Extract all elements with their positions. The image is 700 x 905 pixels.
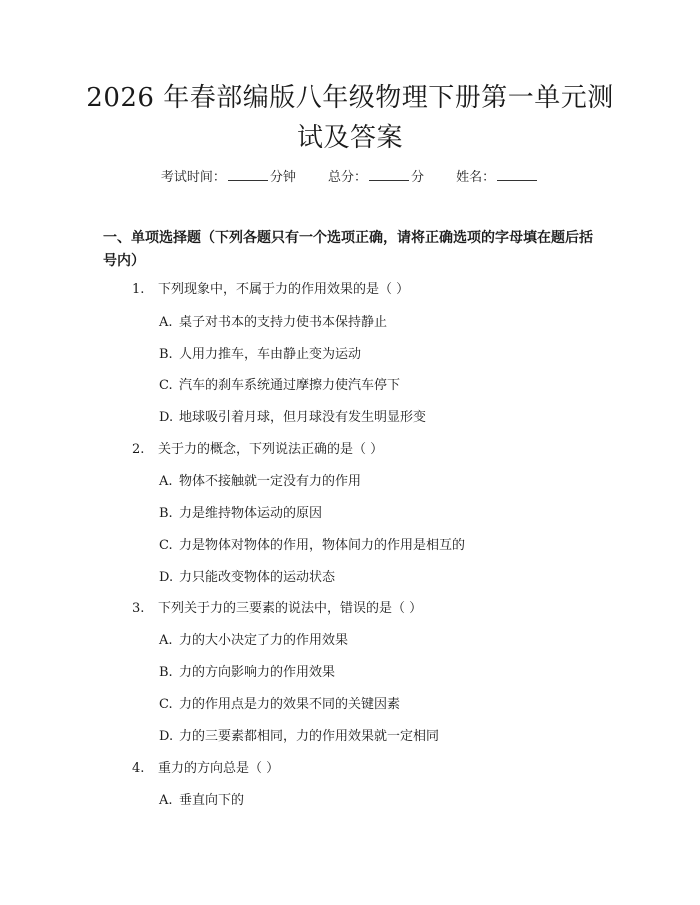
question-3-option-c: [159, 695, 400, 715]
option-text: 桌子对书本的支持力使书本保持静止: [179, 315, 388, 330]
exam-time-unit: 分钟: [269, 170, 296, 185]
question-3-option-b: [159, 663, 335, 683]
total-score-blank: [369, 168, 409, 181]
page-title: [60, 78, 640, 158]
question-2-option-a: [159, 472, 361, 492]
option-text: 力的作用点是力的效果不同的关键因素: [179, 697, 401, 712]
total-score-field: [328, 168, 424, 188]
option-letter: D.: [159, 570, 174, 585]
option-text: 人用力推车，车由静止变为运动: [179, 347, 362, 362]
option-letter: C.: [159, 697, 173, 712]
question-2-option-d: [159, 568, 335, 588]
exam-time-blank: [228, 168, 268, 181]
option-letter: A.: [159, 633, 173, 648]
question-4-option-a: [159, 791, 244, 811]
option-letter: A.: [159, 793, 173, 808]
question-number: 1.: [132, 282, 145, 297]
section-heading-line-1: 一、单项选择题（下列各题只有一个选项正确，请将正确选项的字母填在题后括: [103, 230, 593, 246]
option-text: 力的方向影响力的作用效果: [179, 665, 336, 680]
question-2-option-b: [159, 504, 322, 524]
question-text: 下列现象中，不属于力的作用效果的是（ ）: [158, 282, 410, 297]
question-3-option-a: [159, 631, 348, 651]
title-line-2: 试及答案: [296, 123, 403, 153]
question-number: 2.: [132, 442, 145, 457]
exam-meta: [0, 168, 700, 188]
question-1-option-d: [159, 408, 426, 428]
question-number: 4.: [132, 761, 145, 776]
question-text: 关于力的概念，下列说法正确的是（ ）: [158, 442, 384, 457]
option-text: 力是物体对物体的作用，物体间力的作用是相互的: [179, 538, 466, 553]
option-letter: B.: [159, 347, 173, 362]
question-2: [132, 440, 383, 460]
option-text: 汽车的刹车系统通过摩擦力使汽车停下: [179, 378, 401, 393]
total-score-unit: 分: [411, 170, 425, 185]
option-text: 物体不接触就一定没有力的作用: [179, 474, 362, 489]
question-text: 重力的方向总是（ ）: [158, 761, 280, 776]
name-blank: [497, 168, 537, 181]
option-text: 地球吸引着月球，但月球没有发生明显形变: [179, 410, 427, 425]
name-field: [456, 168, 539, 188]
question-4: [132, 759, 279, 779]
total-score-label: 总分：: [327, 170, 367, 185]
question-1-option-a: [159, 313, 387, 333]
question-1-option-c: [159, 376, 400, 396]
option-letter: D.: [159, 729, 174, 744]
section-heading-line-2: 号内）: [103, 253, 145, 269]
option-letter: C.: [159, 538, 173, 553]
option-text: 力的三要素都相同，力的作用效果就一定相同: [179, 729, 440, 744]
question-2-option-c: [159, 536, 465, 556]
option-text: 力只能改变物体的运动状态: [179, 570, 336, 585]
question-number: 3.: [132, 601, 145, 616]
option-letter: D.: [159, 410, 174, 425]
section-heading: [103, 227, 603, 273]
question-1-option-b: [159, 345, 361, 365]
option-letter: A.: [159, 315, 173, 330]
option-letter: B.: [159, 506, 173, 521]
option-letter: C.: [159, 378, 173, 393]
question-3: [132, 599, 422, 619]
option-letter: B.: [159, 665, 173, 680]
question-1: [132, 280, 409, 300]
title-line-1: 2026 年春部编版八年级物理下册第一单元测: [86, 83, 614, 113]
option-text: 垂直向下的: [179, 793, 245, 808]
exam-time-field: [161, 168, 296, 188]
question-3-option-d: [159, 727, 439, 747]
option-letter: A.: [159, 474, 173, 489]
question-text: 下列关于力的三要素的说法中，错误的是（ ）: [158, 601, 423, 616]
option-text: 力是维持物体运动的原因: [179, 506, 323, 521]
option-text: 力的大小决定了力的作用效果: [179, 633, 349, 648]
exam-time-label: 考试时间：: [160, 170, 226, 185]
name-label: 姓名：: [456, 170, 496, 185]
